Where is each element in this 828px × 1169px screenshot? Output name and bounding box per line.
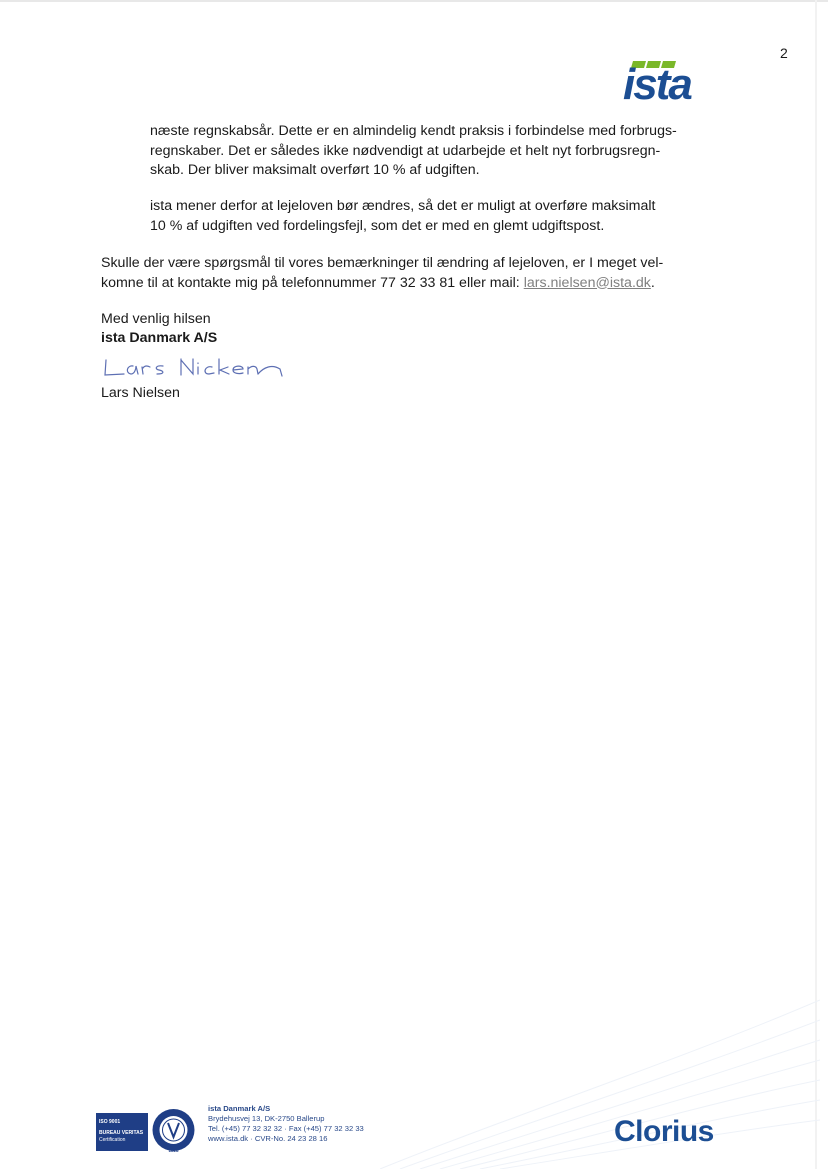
signer-name: Lars Nielsen (101, 385, 180, 401)
page-number: 2 (780, 45, 788, 61)
footer-address: ista Danmark A/S Brydehusvej 13, DK-2750 Ballerup Tel. (+45) 77 32 32 32 · Fax (+45) 77 32 32 33 www.ista.dk · CVR-No. 24 23 28 16 (208, 1104, 364, 1143)
paragraph-contact: Skulle der være spørgsmål til vores bemærkninger til ændring af lejeloven, er I meget vel- komne til at kontakte mig på telefonnummer 77 32 33 81 eller mail: lars.nielsen@ista.dk. (101, 255, 664, 291)
closing-block (101, 310, 217, 348)
seal-year: 1828 (168, 1148, 179, 1153)
ista-logo (623, 57, 725, 103)
iso-certification-badge: ISO 9001 BUREAU VERITAS Certification (96, 1113, 148, 1151)
bureau-veritas-seal (151, 1107, 196, 1155)
ista-logo-text: ista (623, 60, 691, 103)
top-border (0, 0, 828, 2)
decorative-swoosh (380, 980, 820, 1169)
paragraph-practice: næste regnskabsår. Dette er en almindelig kendt praksis i forbindelse med forbrugs- regnskaber. Det er således ikke nødvendigt at udarbejde et helt nyt forbrugsregn- skab. Der bliver maksimalt overført 10 % af udgiften. (150, 123, 677, 178)
company-name: ista Danmark A/S (101, 330, 218, 346)
clorius-logo: Clorius (614, 1115, 714, 1148)
email-link[interactable]: lars.nielsen@ista.dk (523, 274, 651, 291)
handwritten-signature (102, 352, 288, 382)
greeting: Med venlig hilsen (101, 311, 211, 327)
paragraph-recommendation: ista mener derfor at lejeloven bør ændres, så det er muligt at overføre maksimalt 10 % af udgiften ved fordelingsfejl, som det er med en glemt udgiftspost. (150, 198, 656, 234)
